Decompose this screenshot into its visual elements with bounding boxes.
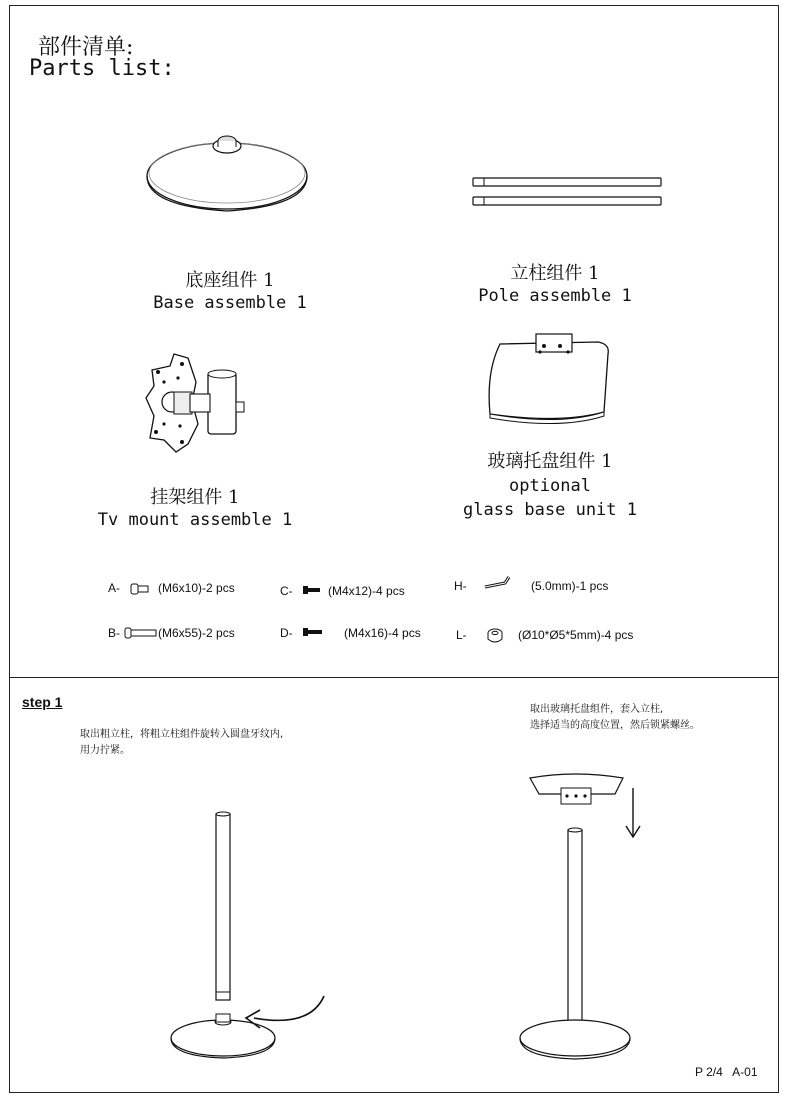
parts-list-title-cn: 部件清单: <box>38 35 134 60</box>
base-assembly-illustration <box>145 128 310 218</box>
step-right-line1: 取出玻璃托盘组件，套入立柱, <box>530 704 664 715</box>
part-caption-base <box>140 270 320 314</box>
hardware-a-code: A- <box>108 581 120 595</box>
pole-assembly-illustration <box>470 172 670 212</box>
step-left-instructions <box>80 727 283 759</box>
hardware-l-code: L- <box>456 628 467 642</box>
hardware-h-spec: (5.0mm)-1 pcs <box>531 579 609 593</box>
part-caption-tv-mount <box>90 487 300 531</box>
part-pole-en: Pole assemble 1 <box>478 286 632 306</box>
screw-a-icon <box>130 583 150 595</box>
hardware-c-code: C- <box>280 584 293 598</box>
part-glass-base-en1: optional <box>509 476 591 496</box>
hardware-l-spec: (Ø10*Ø5*5mm)-4 pcs <box>518 628 634 642</box>
part-base-en: Base assemble 1 <box>153 293 307 313</box>
hex-key-icon <box>483 575 513 591</box>
screw-b-icon <box>124 627 158 639</box>
hardware-c-spec: (M4x12)-4 pcs <box>328 584 405 598</box>
hardware-d-spec: (M4x16)-4 pcs <box>344 626 421 640</box>
page-number: P 2/4 A-01 <box>695 1065 758 1079</box>
hardware-d-code: D- <box>280 626 293 640</box>
hardware-b-spec: (M6x55)-2 pcs <box>158 626 235 640</box>
spacer-icon <box>486 628 504 644</box>
tv-mount-illustration <box>140 352 250 457</box>
screw-d-icon <box>302 627 324 637</box>
part-pole-cn: 立柱组件 1 <box>510 263 600 284</box>
section-divider <box>9 677 779 678</box>
part-glass-base-en2: glass base unit 1 <box>463 500 637 520</box>
hardware-b-code: B- <box>108 626 120 640</box>
part-tv-mount-cn: 挂架组件 1 <box>150 487 240 508</box>
parts-list-title-en: Parts list: <box>29 56 175 81</box>
step-pole-into-base-illustration <box>160 800 340 1065</box>
step-right-instructions <box>530 702 700 734</box>
part-base-cn: 底座组件 1 <box>185 270 275 291</box>
step-title: step 1 <box>22 694 63 710</box>
part-glass-base-cn: 玻璃托盘组件 1 <box>487 451 613 472</box>
step-glass-onto-pole-illustration <box>515 770 645 1065</box>
step-left-line1: 取出粗立柱，将粗立柱组件旋转入圆盘牙纹内, <box>80 729 284 740</box>
part-caption-pole <box>465 263 645 307</box>
page-frame <box>9 5 779 1093</box>
part-tv-mount-en: Tv mount assemble 1 <box>97 510 293 530</box>
step-right-line2: 选择适当的高度位置，然后锁紧螺丝。 <box>530 720 700 731</box>
hardware-h-code: H- <box>454 579 467 593</box>
hardware-a-spec: (M6x10)-2 pcs <box>158 581 235 595</box>
part-caption-glass-base <box>445 450 655 522</box>
glass-base-illustration <box>480 332 620 427</box>
screw-c-icon <box>302 585 322 595</box>
step-left-line2: 用力拧紧。 <box>80 745 130 756</box>
